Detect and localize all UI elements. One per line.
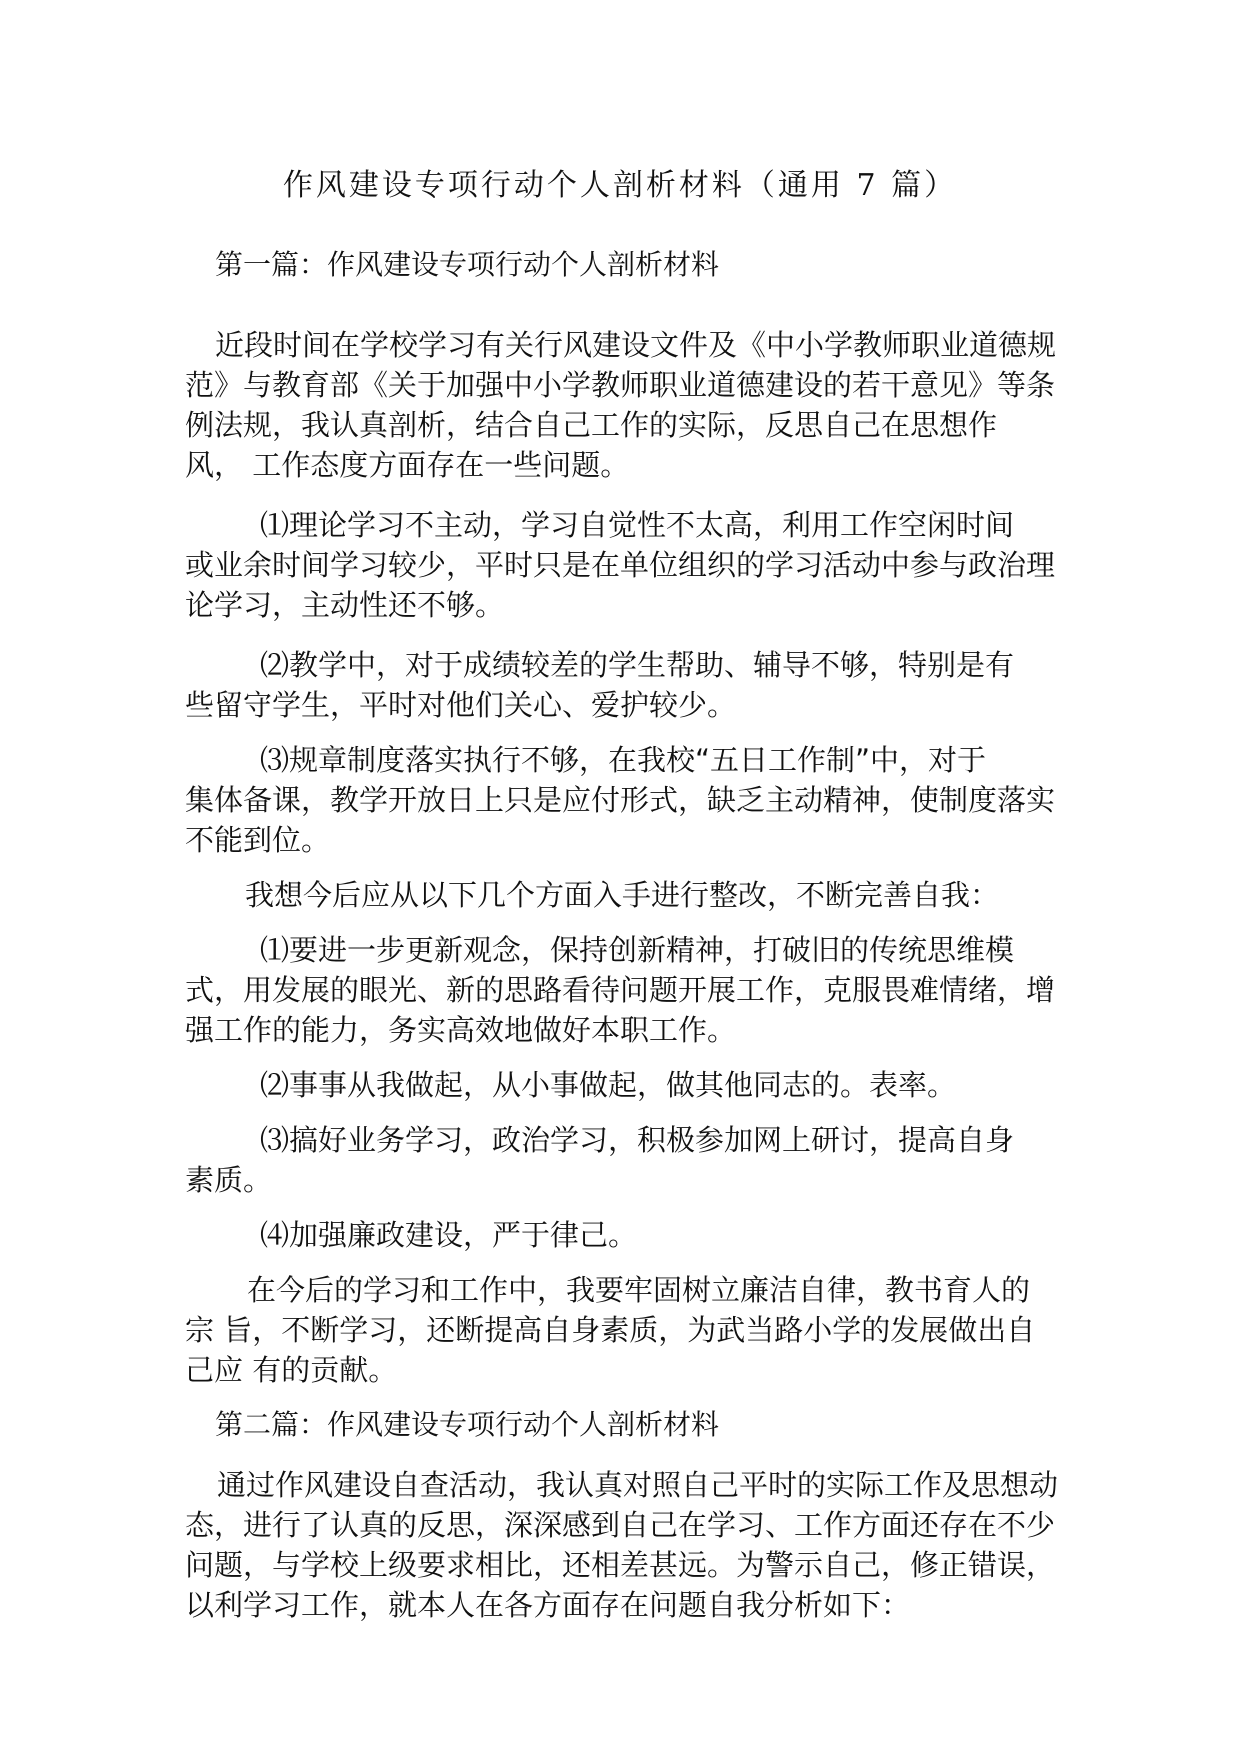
section2-intro-paragraph <box>185 1465 1059 1625</box>
paragraph-line: 以利学习工作，就本人在各方面存在问题自我分析如下： <box>185 1588 911 1622</box>
transition-paragraph <box>185 875 1055 915</box>
problem-item-3 <box>185 740 1055 860</box>
paragraph-line: 己应 有的贡献。 <box>185 1353 398 1387</box>
paragraph-line: ⑴要进一步更新观念，保持创新精神，打破旧的传统思维模 <box>260 933 1015 967</box>
problem-item-2 <box>185 645 1055 725</box>
paragraph-line: 风， 工作态度方面存在一些问题。 <box>185 448 630 482</box>
paragraph-line: 范》与教育部《关于加强中小学教师职业道德建设的若干意见》等条 <box>185 368 1056 402</box>
closing-paragraph <box>185 1270 1055 1390</box>
paragraph-line: ⑵教学中，对于成绩较差的学生帮助、辅导不够，特别是有 <box>260 648 1015 682</box>
paragraph-line: 近段时间在学校学习有关行风建设文件及《中小学教师职业道德规 <box>215 328 1057 362</box>
paragraph-line: 我想今后应从以下几个方面入手进行整改，不断完善自我： <box>245 878 1000 912</box>
paragraph-line: 或业余时间学习较少，平时只是在单位组织的学习活动中参与政治理 <box>185 548 1056 582</box>
section2-heading-text: 第二篇：作风建设专项行动个人剖析材料 <box>215 1408 720 1441</box>
paragraph-line: 素质。 <box>185 1163 273 1197</box>
document-title: 作风建设专项行动个人剖析材料（通用 7 篇） <box>282 168 958 203</box>
section1-intro-paragraph <box>185 325 1055 485</box>
paragraph-line: 在今后的学习和工作中，我要牢固树立廉洁自律，教书育人的 <box>247 1273 1031 1307</box>
measure-item-3 <box>185 1120 1055 1200</box>
paragraph-line: 集体备课，教学开放日上只是应付形式，缺乏主动精神，使制度落实 <box>185 783 1056 817</box>
paragraph-line: 态，进行了认真的反思，深深感到自己在学习、工作方面还存在不少 <box>185 1508 1056 1542</box>
section1-heading-text: 第一篇：作风建设专项行动个人剖析材料 <box>215 248 720 281</box>
paragraph-line: ⑶规章制度落实执行不够，在我校“五日工作制”中，对于 <box>260 743 987 777</box>
paragraph-line: 例法规，我认真剖析，结合自己工作的实际，反思自己在思想作 <box>185 408 998 442</box>
paragraph-line: 问题，与学校上级要求相比，还相差甚远。为警示自己，修正错误， <box>185 1548 1056 1582</box>
paragraph-line: 式，用发展的眼光、新的思路看待问题开展工作，克服畏难情绪，增 <box>185 973 1056 1007</box>
paragraph-line: ⑵事事从我做起，从小事做起，做其他同志的。表率。 <box>260 1068 957 1102</box>
paragraph-line: ⑶搞好业务学习，政治学习，积极参加网上研讨，提高自身 <box>260 1123 1015 1157</box>
paragraph-line: 通过作风建设自查活动，我认真对照自己平时的实际工作及思想动 <box>217 1468 1059 1502</box>
measure-item-4 <box>185 1215 1055 1255</box>
paragraph-line: 论学习，主动性还不够。 <box>185 588 505 622</box>
section1-heading <box>185 245 1055 285</box>
section2-heading <box>185 1405 1055 1445</box>
paragraph-line: 强工作的能力，务实高效地做好本职工作。 <box>185 1013 737 1047</box>
problem-item-1 <box>185 505 1055 625</box>
paragraph-line: ⑴理论学习不主动，学习自觉性不太高，利用工作空闲时间 <box>260 508 1015 542</box>
paragraph-line: 些留守学生，平时对他们关心、爱护较少。 <box>185 688 737 722</box>
paragraph-line: ⑷加强廉政建设，严于律己。 <box>260 1218 638 1252</box>
measure-item-2 <box>185 1065 1055 1105</box>
measure-item-1 <box>185 930 1055 1050</box>
paragraph-line: 不能到位。 <box>185 823 331 857</box>
paragraph-line: 宗 旨，不断学习，还断提高自身素质，为武当路小学的发展做出自 <box>185 1313 1036 1347</box>
